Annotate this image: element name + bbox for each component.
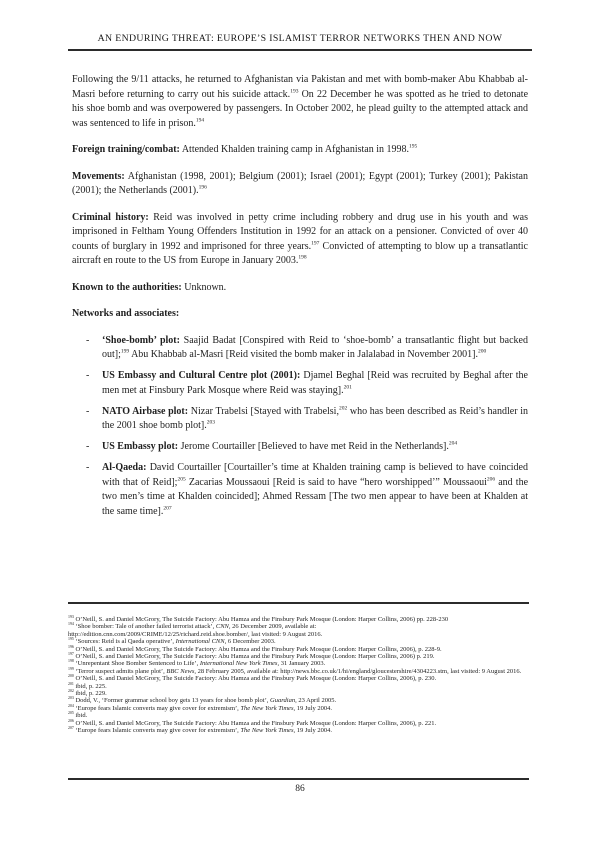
text-run: Following the 9/11 attacks, he returned to Afghanistan via Pakistan and met with bomb-maker Abu Khabbab al-Masri before returning to carry out his suicide attack. bbox=[72, 74, 528, 100]
footnote bbox=[68, 697, 529, 704]
text-run: Reid was involved in petty crime including robbery and drug use in his youth and was imprisoned in Feltham Young Offenders Institution in 1992 for an attack on a pensioner. Convicted of over 40 counts of burglary in 1992 and imprisoned for three years. bbox=[72, 211, 528, 252]
text-run: On 22 December he was spotted as he tried to detonate his shoe bomb and was overpowered by passengers. In October 2002, he plead guilty to the attempted attack and was sentenced to life in prison. bbox=[72, 88, 529, 129]
footnote-number: 194 bbox=[68, 622, 74, 627]
text-run: BBC News bbox=[166, 667, 195, 675]
paragraph bbox=[72, 211, 528, 269]
footnote-number: 205 bbox=[68, 711, 74, 716]
text-run: ‘Europe fears Islamic converts may give cover for extremism’, bbox=[75, 704, 241, 712]
footnote-number: 201 bbox=[68, 681, 74, 686]
text-run: and the two men’s time at Khalden coincided]; Ahmed Ressam [The two men appear to have been at Khalden at the same time]. bbox=[102, 476, 529, 517]
text-run: Zacarias Moussaoui [Reid is said to have “hero worshipped’” Moussaoui bbox=[185, 476, 487, 488]
associates-list bbox=[72, 334, 528, 520]
text-run: http://edition.cnn.com/2009/CRIME/12/25/richard.reid.shoe.bomber/, last visited: 9 August 2016. bbox=[68, 630, 323, 638]
body-paragraphs bbox=[72, 73, 528, 322]
text-run: Unknown. bbox=[181, 281, 227, 293]
text-run: David Courtailler [Courtailler’s time at Khalden training camp is believed to have coincided with that of Reid]; bbox=[102, 462, 528, 488]
text-run: Convicted of attempting to blow up a transatlantic aircraft en route to the US from Europe in January 2003. bbox=[72, 240, 528, 266]
footnote-ref: 194 bbox=[195, 117, 205, 124]
text-run: International CNN bbox=[175, 638, 225, 646]
footnote-ref: 196 bbox=[198, 184, 207, 191]
paragraph-label: Known to the authorities: bbox=[72, 281, 182, 293]
footnote-number: 203 bbox=[68, 696, 74, 701]
text-run: ‘Europe fears Islamic converts may give cover for extremism’, bbox=[75, 727, 241, 735]
text-run: Abu Khabbab al-Masri [Reid visited the bomb maker in Jalalabad in November 2001]. bbox=[129, 349, 478, 360]
body-content bbox=[72, 73, 528, 519]
footnote-ref: 201 bbox=[343, 384, 352, 391]
list-item-label: NATO Airbase plot: bbox=[102, 405, 189, 417]
text-run: ibid. bbox=[75, 712, 88, 720]
text-run: ibid, p. 229. bbox=[75, 690, 107, 698]
header-rule bbox=[68, 49, 532, 51]
footnote bbox=[68, 675, 529, 682]
footnote bbox=[68, 683, 529, 690]
footnote-number: 199 bbox=[68, 666, 74, 671]
text-run: ‘Shoe bomber: Tale of another failed terrorist attack’, bbox=[75, 623, 216, 631]
text-run: O’Neill, S. and Daniel McGrory, The Suicide Factory: Abu Hamza and the Finsbury Park Mosque (London: Harper Collins, 2006), p. 221. bbox=[75, 719, 437, 727]
text-run: O’Neill, S. and Daniel McGrory, The Suicide Factory: Abu Hamza and the Finsbury Park Mosque (London: Harper Collins, 2006), p. 228-9. bbox=[75, 645, 442, 653]
footnote-number: 198 bbox=[68, 659, 74, 664]
paragraph bbox=[72, 73, 528, 131]
footnote bbox=[68, 720, 529, 727]
footnote bbox=[68, 623, 529, 638]
text-run: , 28 February 2005, available at: http://news.bbc.co.uk/1/hi/england/gloucestershire/4304223.stm, last visited: 9 August 2016. bbox=[194, 667, 522, 675]
paragraph bbox=[72, 281, 528, 296]
footnote-separator bbox=[68, 602, 529, 604]
paragraph-label: Movements: bbox=[72, 170, 125, 182]
list-item bbox=[72, 461, 528, 519]
paragraph bbox=[72, 143, 528, 158]
footnote bbox=[68, 660, 529, 667]
text-run: , 19 July 2004. bbox=[293, 727, 332, 735]
footnote bbox=[68, 705, 529, 712]
footnote bbox=[68, 646, 529, 653]
text-run: ibid, p. 225. bbox=[75, 682, 107, 690]
footnote bbox=[68, 727, 529, 734]
text-run: , 23 April 2005. bbox=[295, 697, 337, 705]
bullet-dash: - bbox=[86, 405, 90, 417]
text-run: Saajid Badat [Conspired with Reid to ‘shoe-bomb’ a transatlantic flight but backed out]; bbox=[102, 334, 529, 360]
footnote-number: 206 bbox=[68, 718, 74, 723]
footnote-ref: 204 bbox=[448, 440, 458, 447]
footnote-ref: 199 bbox=[120, 348, 130, 355]
footnote bbox=[68, 638, 529, 645]
list-item bbox=[72, 440, 528, 455]
text-run: Djamel Beghal [Reid was recruited by Beghal after the men met at Finsbury Park Mosque where Reid was staying]. bbox=[102, 370, 528, 396]
text-run: Nizar Trabelsi [Stayed with Trabelsi, bbox=[188, 405, 339, 417]
list-item-label: US Embassy and Cultural Centre plot (2001): bbox=[102, 370, 301, 381]
page-number: 86 bbox=[295, 784, 305, 794]
footnote-number: 197 bbox=[68, 651, 74, 656]
bullet-dash: - bbox=[86, 334, 90, 346]
paragraph-label: Foreign training/combat: bbox=[72, 144, 180, 155]
footnote-ref: 202 bbox=[338, 405, 348, 412]
text-run: CNN bbox=[215, 623, 229, 631]
text-run: ‘Unrepentant Shoe Bomber Sentenced to Life’, bbox=[75, 660, 200, 668]
bottom-rule bbox=[68, 778, 529, 780]
footnote bbox=[68, 712, 529, 719]
list-item-label: Al-Qaeda: bbox=[102, 462, 147, 473]
text-run: , 19 July 2004. bbox=[293, 704, 332, 712]
text-run: , 31 January 2003. bbox=[277, 660, 326, 668]
paragraph-label: Criminal history: bbox=[72, 211, 149, 223]
footnote-number: 207 bbox=[68, 725, 74, 730]
text-run: ‘Terror suspect admits plane plot’, bbox=[75, 667, 167, 675]
list-item-label: US Embassy plot: bbox=[102, 441, 179, 452]
list-item bbox=[72, 369, 528, 398]
bullet-dash: - bbox=[86, 370, 90, 381]
text-run: Dodd, V., ‘Former grammar school boy gets 13 years for shoe bomb plot’, bbox=[75, 697, 271, 705]
footnote-number: 202 bbox=[68, 688, 74, 693]
footnote-ref: 207 bbox=[163, 505, 172, 512]
text-run: , 6 December 2003. bbox=[224, 638, 276, 646]
text-run: The New York Times bbox=[240, 704, 294, 712]
list-item-label: ‘Shoe-bomb’ plot: bbox=[102, 334, 180, 346]
paragraph-label: Networks and associates: bbox=[72, 308, 180, 319]
footnote-number: 200 bbox=[68, 674, 74, 679]
footnote-number: 193 bbox=[68, 614, 74, 619]
footnote-number: 195 bbox=[68, 637, 74, 642]
page-title: AN ENDURING THREAT: EUROPE’S ISLAMIST TERROR NETWORKS THEN AND NOW bbox=[97, 33, 503, 44]
footnote-ref: 205 bbox=[177, 476, 186, 483]
footnote-ref: 200 bbox=[477, 348, 487, 355]
footnote-number: 204 bbox=[68, 703, 74, 708]
paragraph bbox=[72, 170, 528, 199]
text-run: Afghanistan (1998, 2001); Belgium (2001); Israel (2001); Egypt (2001); Turkey (2001); Pakistan (2001); the Netherlands (2001). bbox=[72, 170, 528, 196]
list-item bbox=[72, 405, 528, 434]
text-run: , 26 December 2009, available at: bbox=[228, 623, 317, 631]
footnote-ref: 203 bbox=[206, 419, 215, 426]
text-run: Guardian bbox=[270, 697, 296, 705]
text-run: The New York Times bbox=[240, 727, 294, 735]
footnote-ref: 206 bbox=[486, 476, 496, 483]
text-run: O’Neill, S. and Daniel McGrory, The Suicide Factory: Abu Hamza and the Finsbury Park Mosque (London: Harper Collins, 2006) p. 219. bbox=[75, 653, 435, 661]
bullet-dash: - bbox=[86, 441, 90, 452]
text-run: ‘Sources: Reid is al Qaeda operative’, bbox=[75, 638, 176, 646]
text-run: Jerome Courtailler [Believed to have met Reid in the Netherlands]. bbox=[178, 441, 449, 452]
text-run: O’Neill, S. and Daniel McGrory, The Suicide Factory: Abu Hamza and the Finsbury Park Mosque (London: Harper Collins, 2006) pp. 228-230 bbox=[75, 616, 449, 623]
footnote-ref: 197 bbox=[311, 240, 320, 247]
footnote-ref: 198 bbox=[298, 254, 307, 261]
footnote-number: 196 bbox=[68, 644, 74, 649]
text-run: International New York Times bbox=[199, 660, 278, 668]
bullet-dash: - bbox=[86, 462, 90, 473]
text-run: O’Neill, S. and Daniel McGrory, The Suicide Factory: Abu Hamza and the Finsbury Park Mosque (London: Harper Collins, 2006), p. 230. bbox=[75, 675, 437, 683]
footnote-ref: 193 bbox=[290, 88, 299, 95]
text-run: Attended Khalden training camp in Afghanistan in 1998. bbox=[179, 144, 409, 155]
list-item bbox=[72, 334, 528, 363]
footnote-ref: 195 bbox=[409, 143, 418, 150]
text-run: who has been described as Reid’s handler in the 2001 shoe bomb plot]. bbox=[102, 405, 528, 431]
paragraph bbox=[72, 307, 528, 322]
footnotes bbox=[68, 616, 529, 735]
